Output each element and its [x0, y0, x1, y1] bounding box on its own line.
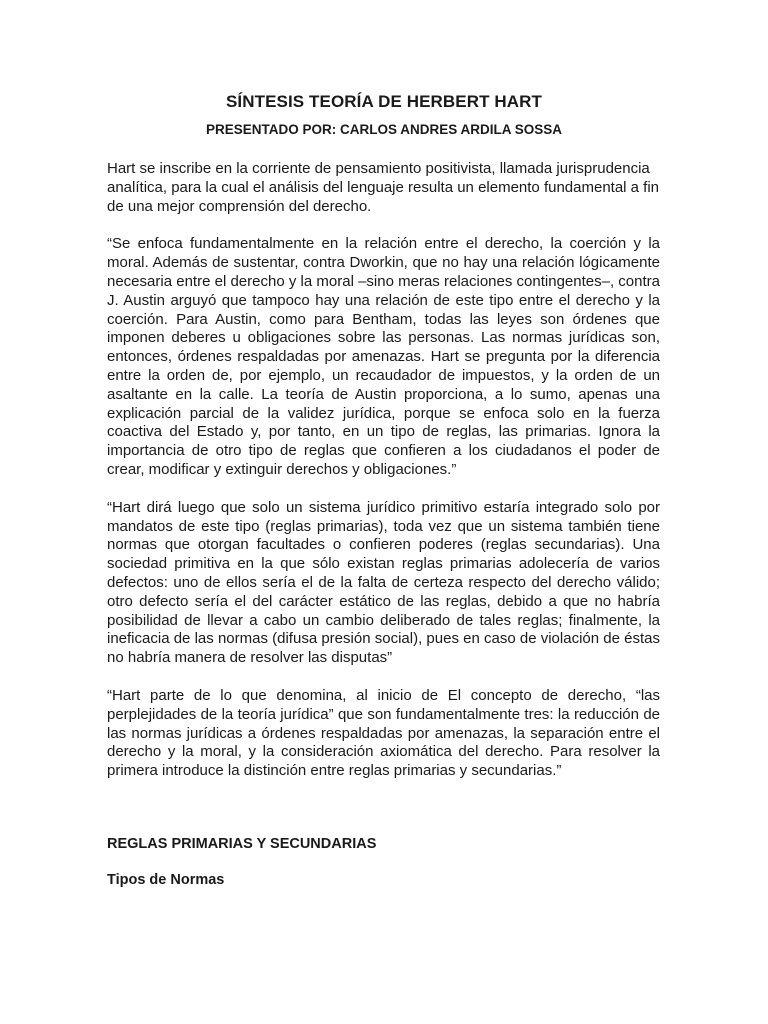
document-title: SÍNTESIS TEORÍA DE HERBERT HART: [225, 92, 543, 111]
section-heading: REGLAS PRIMARIAS Y SECUNDARIAS: [107, 836, 377, 852]
paragraph-quote-2: “Hart dirá luego que solo un sistema jurídico primitivo estaría integrado solo por mandatos de este tipo (reglas primarias), toda vez que un sistema también tiene normas que otorgan facultades o confieren poderes (reglas secundarias). Una sociedad primitiva en la que sólo existan reglas primarias adolecería de varios defectos: uno de ellos sería el de la falta de certeza respecto del derecho válido; otro defecto sería el del carácter estático de las reglas, debido a que no habría posibilidad de llevar a cabo un cambio deliberado de tales reglas; finalmente, la ineficacia de las normas (difusa presión social), pues en caso de violación de éstas no habría manera de resolver las disputas”: [107, 498, 660, 667]
subsection-heading: Tipos de Normas: [107, 872, 225, 888]
paragraph-quote-1: “Se enfoca fundamentalmente en la relación entre el derecho, la coerción y la moral. Además de sustentar, contra Dworkin, que no hay una relación lógicamente necesaria entre el derecho y la moral –sino meras relaciones contingentes–, contra J. Austin arguyó que tampoco hay una relación de este tipo entre el derecho y la coerción. Para Austin, como para Bentham, todas las leyes son órdenes que imponen deberes u obligaciones sobre las personas. Las normas jurídicas son, entonces, órdenes respaldadas por amenazas. Hart se pregunta por la diferencia entre la orden de, por ejemplo, un recaudador de impuestos, y la orden de un asaltante en la calle. La teoría de Austin proporciona, a lo sumo, apenas una explicación parcial de la validez jurídica, porque se enfoca solo en la fuerza coactiva del Estado y, por tanto, en un tipo de reglas, las primarias. Ignora la importancia de otro tipo de reglas que confieren a los ciudadanos el poder de crear, modificar y extinguir derechos y obligaciones.”: [107, 235, 660, 478]
paragraph-intro: Hart se inscribe en la corriente de pensamiento positivista, llamada jurisprudencia analítica, para la cual el análisis del lenguaje resulta un elemento fundamental a fin de una mejor comprensión del derecho.: [107, 160, 660, 215]
paragraph-quote-3: “Hart parte de lo que denomina, al inicio de El concepto de derecho, “las perplejidades de la teoría jurídica” que son fundamentalmente tres: la reducción de las normas jurídicas a órdenes respaldadas por amenazas, la separación entre el derecho y la moral, y la consideración axiomática del derecho. Para resolver la primera introduce la distinción entre reglas primarias y secundarias.”: [107, 686, 660, 780]
document-subtitle: PRESENTADO POR: CARLOS ANDRES ARDILA SOSSA: [205, 122, 563, 137]
document-body: [107, 160, 660, 800]
